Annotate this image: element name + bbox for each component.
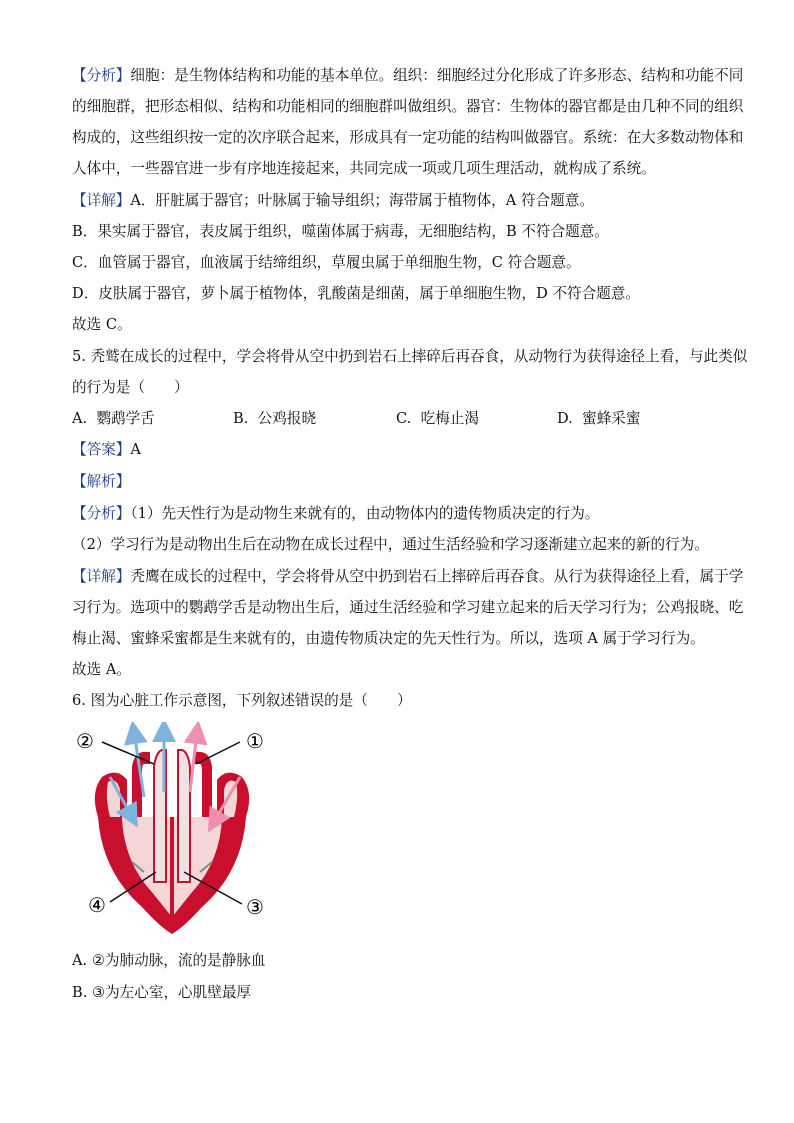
analysis-text: （1）先天性行为是动物生来就有的，由动物体内的遗传物质决定的行为。: [130, 505, 600, 522]
answer-value: A: [130, 441, 141, 458]
q5-detail-line-1: [72, 567, 744, 587]
q5-analysis-line-2: （2）学习行为是动物出生后在动物在成长过程中，通过生活经验和学习逐渐建立起来的新的行为。: [72, 536, 709, 553]
heart-diagram: [72, 722, 272, 937]
q6-stem: 6. 图为心脏工作示意图，下列叙述错误的是（ ）: [72, 692, 412, 709]
q4-detail-line-b: B．果实属于器官，表皮属于组织，噬菌体属于病毒，无细胞结构，B 不符合题意。: [72, 223, 609, 240]
right-vessel: [194, 752, 212, 817]
central-vessel-right: [178, 750, 190, 882]
analysis-tag: 【分析】: [72, 505, 131, 522]
q5-option-a: [72, 409, 155, 429]
option-text: 吃梅止渴: [420, 410, 479, 427]
q5-choice: 故选 A。: [72, 661, 131, 678]
q6-option-b: B. ③为左心室，心肌壁最厚: [72, 984, 252, 1001]
q5-analysis-line-1: [72, 504, 724, 524]
q5-answer: [72, 440, 724, 460]
detail-tag: 【详解】: [72, 568, 131, 585]
detail-text: 秃鹰在成长的过程中，学会将骨从空中扔到岩石上摔碎后再吞食。从行为获得途径上看，属于学: [130, 568, 744, 585]
explain-tag: 【解析】: [72, 473, 131, 490]
answer-tag: 【答案】: [72, 441, 131, 458]
q4-detail-line-d: D．皮肤属于器官，萝卜属于植物体，乳酸菌是细菌，属于单细胞生物，D 不符合题意。: [72, 285, 641, 302]
q4-analysis-line-4: 人体中，一些器官进一步有序地连接起来，共同完成一项或几项生理活动，就构成了系统。: [72, 160, 656, 177]
q4-analysis-line-3: 构成的，这些组织按一定的次序联合起来，形成具有一定功能的结构叫做器官。系统：在大多数动物体和: [72, 129, 744, 146]
option-letter: C.: [396, 410, 412, 427]
detail-tag: 【详解】: [72, 192, 131, 209]
analysis-tag: 【分析】: [72, 67, 131, 84]
q5-detail-line-3: 梅止渴、蜜蜂采蜜都是生来就有的，由遗传物质决定的先天性行为。所以，选项 A 属于学习行为。: [72, 630, 705, 647]
label-2: ②: [76, 729, 94, 753]
option-text: 鹦鹉学舌: [96, 410, 155, 427]
q6-option-a: A. ②为肺动脉，流的是静脉血: [72, 952, 266, 969]
q5-stem-line-2: 的行为是（ ）: [72, 379, 189, 396]
analysis-text: 细胞：是生物体结构和功能的基本单位。组织：细胞经过分化形成了许多形态、结构和功能不同: [130, 67, 744, 84]
option-letter: D.: [557, 410, 573, 427]
option-letter: B.: [233, 410, 249, 427]
q5-option-c: [396, 409, 479, 429]
detail-text: A．肝脏属于器官；叶脉属于输导组织；海带属于植物体，A 符合题意。: [130, 192, 594, 209]
option-letter: A.: [72, 410, 88, 427]
option-text: 蜜蜂采蜜: [582, 410, 641, 427]
q4-detail-line-c: C．血管属于器官，血液属于结缔组织，草履虫属于单细胞生物，C 符合题意。: [72, 254, 581, 271]
heart-diagram-svg: [72, 722, 272, 937]
q5-stem-line-1: 5. 秃鹫在成长的过程中，学会将骨从空中扔到岩石上摔碎后再吞食，从动物行为获得途径上看，与此类似: [72, 348, 748, 365]
q5-option-b: [233, 409, 316, 429]
label-3: ③: [246, 895, 264, 919]
q4-detail-line-a: [72, 191, 724, 211]
q5-option-d: [557, 409, 641, 429]
label-4: ④: [88, 893, 106, 917]
q4-analysis-line-1: [72, 66, 744, 86]
q4-analysis-line-2: 的细胞群，把形态相似、结构和功能相同的细胞群叫做组织。器官：生物体的器官都是由几种不同的组织: [72, 98, 744, 115]
q5-detail-line-2: 习行为。选项中的鹦鹉学舌是动物出生后，通过生活经验和学习建立起来的后天学习行为；公鸡报晓、吃: [72, 599, 744, 616]
q5-explain-heading: [72, 472, 724, 492]
label-1: ①: [246, 729, 264, 753]
q4-choice: 故选 C。: [72, 316, 132, 333]
option-text: 公鸡报晓: [257, 410, 317, 427]
